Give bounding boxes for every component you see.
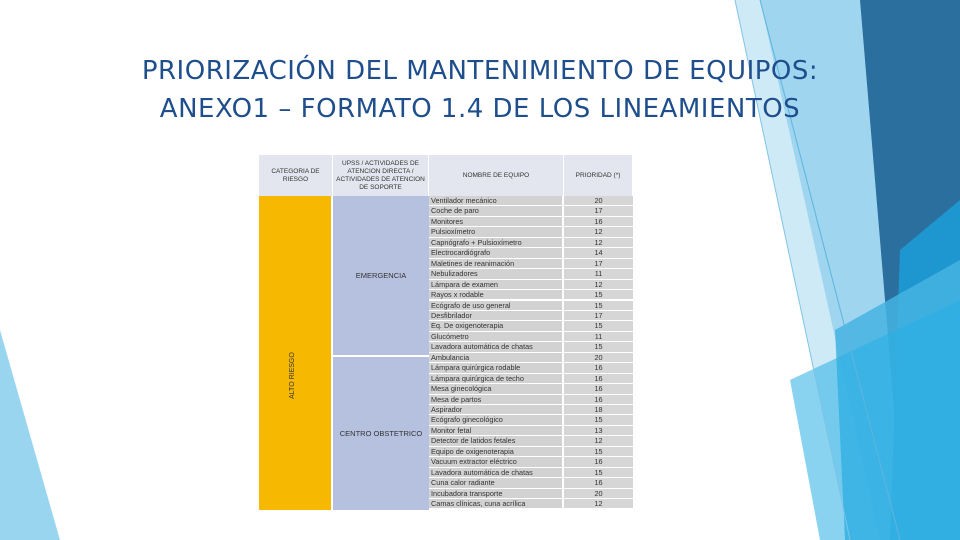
header-categoria: CATEGORIA DE RIESGO (259, 155, 333, 196)
table-row-prioridad: 20 (564, 489, 633, 499)
table-row-prioridad: 15 (564, 447, 633, 457)
table-row-equipo: Mesa ginecológica (429, 384, 562, 394)
group-centro-obstetrico: CENTRO OBSTETRICO (333, 357, 429, 510)
header-equipo: NOMBRE DE EQUIPO (429, 155, 564, 196)
priority-table (259, 155, 633, 510)
table-row-equipo: Desfibrilador (429, 311, 562, 321)
table-row-equipo: Equipo de oxigenoterapia (429, 447, 562, 457)
header-ups: UPSS / ACTIVIDADES DE ATENCION DIRECTA / ACTIVIDADES DE ATENCION DE SOPORTE (333, 155, 429, 196)
table-row-equipo: Coche de paro (429, 206, 562, 216)
table-row-prioridad: 15 (564, 321, 633, 331)
category-cell (259, 196, 331, 510)
table-row-prioridad: 16 (564, 395, 633, 405)
table-row-equipo: Pulsioxímetro (429, 227, 562, 237)
table-row-prioridad: 11 (564, 269, 633, 279)
table-row-prioridad: 15 (564, 290, 633, 300)
table-row-equipo: Monitor fetal (429, 426, 562, 436)
table-row-prioridad: 16 (564, 384, 633, 394)
table-row-equipo: Ecógrafo de uso general (429, 301, 562, 311)
table-row-prioridad: 20 (564, 196, 633, 206)
table-row-prioridad: 12 (564, 436, 633, 446)
table-row-prioridad: 16 (564, 374, 633, 384)
table-row-prioridad: 17 (564, 311, 633, 321)
table-row-equipo: Rayos x rodable (429, 290, 562, 300)
table-row-prioridad: 16 (564, 457, 633, 467)
table-row-equipo: Glucómetro (429, 332, 562, 342)
table-row-equipo: Lavadora automática de chatas (429, 468, 562, 478)
table-row-equipo: Lavadora automática de chatas (429, 342, 562, 352)
table-row-equipo: Cuna calor radiante (429, 478, 562, 488)
table-row-equipo: Incubadora transporte (429, 489, 562, 499)
header-prioridad: PRIORIDAD (*) (564, 155, 633, 196)
table-row-equipo: Maletines de reanimación (429, 259, 562, 269)
table-row-equipo: Eq. De oxigenoterapia (429, 321, 562, 331)
table-row-prioridad: 16 (564, 363, 633, 373)
table-row-equipo: Mesa de partos (429, 395, 562, 405)
table-row-prioridad: 12 (564, 499, 633, 509)
table-row-prioridad: 16 (564, 217, 633, 227)
table-row-equipo: Electrocardiógrafo (429, 248, 562, 258)
table-row-prioridad: 20 (564, 353, 633, 363)
table-row-prioridad: 18 (564, 405, 633, 415)
category-label: ALTO RIESGO (289, 352, 296, 400)
table-row-equipo: Vacuum extractor eléctrico (429, 457, 562, 467)
table-row-equipo: Ecógrafo ginecológico (429, 415, 562, 425)
table-row-equipo: Lámpara de examen (429, 280, 562, 290)
table-row-equipo: Monitores (429, 217, 562, 227)
table-row-prioridad: 13 (564, 426, 633, 436)
table-row-prioridad: 14 (564, 248, 633, 258)
table-row-prioridad: 15 (564, 415, 633, 425)
group-emergencia: EMERGENCIA (333, 196, 429, 355)
slide-title-line-1: PRIORIZACIÓN DEL MANTENIMIENTO DE EQUIPOS: (141, 56, 819, 86)
table-row-equipo: Lámpara quirúrgica rodable (429, 363, 562, 373)
table-row-prioridad: 12 (564, 280, 633, 290)
table-row-equipo: Ambulancia (429, 353, 562, 363)
table-row-equipo: Lámpara quirúrgica de techo (429, 374, 562, 384)
table-row-prioridad: 16 (564, 478, 633, 488)
table-row-prioridad: 17 (564, 206, 633, 216)
table-row-equipo: Nebulizadores (429, 269, 562, 279)
table-row-prioridad: 15 (564, 301, 633, 311)
table-row-equipo: Aspirador (429, 405, 562, 415)
slide-title-line-2: ANEXO1 – FORMATO 1.4 DE LOS LINEAMIENTOS (159, 94, 801, 124)
table-row-prioridad: 12 (564, 227, 633, 237)
table-row-equipo: Camas clínicas, cuna acrílica (429, 499, 562, 509)
table-row-prioridad: 12 (564, 238, 633, 248)
table-row-prioridad: 11 (564, 332, 633, 342)
table-row-equipo: Detector de latidos fetales (429, 436, 562, 446)
table-row-prioridad: 15 (564, 342, 633, 352)
table-row-equipo: Ventilador mecánico (429, 196, 562, 206)
table-row-equipo: Capnógrafo + Pulsioxímetro (429, 238, 562, 248)
table-row-prioridad: 17 (564, 259, 633, 269)
table-row-prioridad: 15 (564, 468, 633, 478)
